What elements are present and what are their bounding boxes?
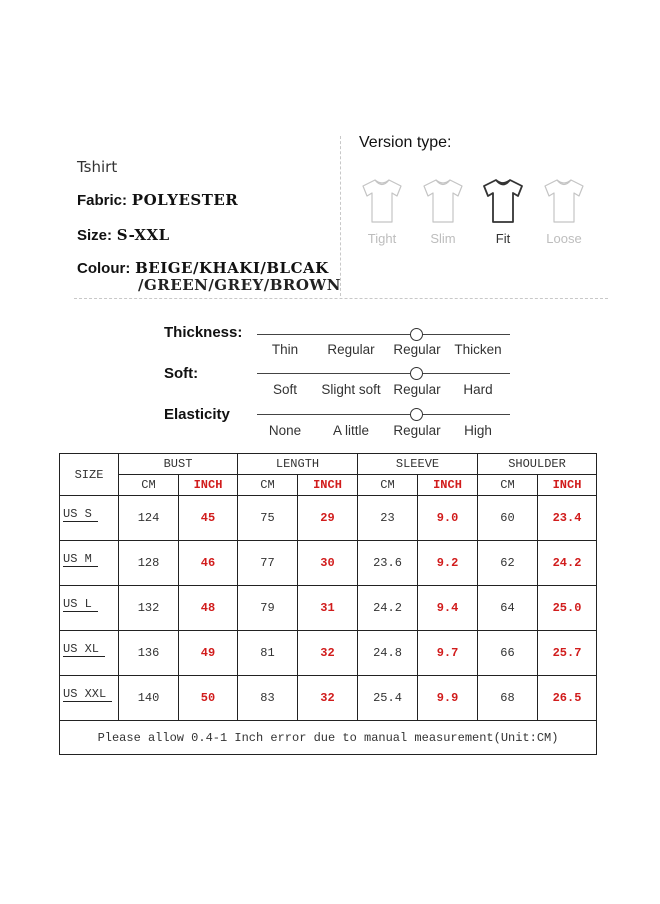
inch-value-cell: 32 bbox=[298, 676, 358, 721]
cm-value-cell: 23.6 bbox=[358, 541, 418, 586]
measurement-note: Please allow 0.4-1 Inch error due to manual measurement(Unit:CM) bbox=[60, 721, 597, 755]
cm-value-cell: 128 bbox=[119, 541, 179, 586]
table-body bbox=[60, 496, 597, 721]
group-header-length: LENGTH bbox=[238, 454, 358, 475]
scale-option-label: Thicken bbox=[454, 342, 502, 357]
cm-value-cell: 124 bbox=[119, 496, 179, 541]
size-cell bbox=[60, 586, 119, 631]
version-option-label: Fit bbox=[495, 231, 511, 246]
size-cell bbox=[60, 496, 119, 541]
version-option-fit bbox=[477, 177, 529, 246]
fabric-row bbox=[77, 191, 238, 209]
version-type-title: Version type: bbox=[359, 134, 452, 151]
cm-value-cell: 60 bbox=[478, 496, 538, 541]
scale-option-label: Slight soft bbox=[321, 382, 381, 397]
group-header-shoulder: SHOULDER bbox=[478, 454, 597, 475]
scale-indicator bbox=[410, 328, 423, 341]
version-option-label: Tight bbox=[367, 231, 397, 246]
inch-value-cell: 31 bbox=[298, 586, 358, 631]
unit-cm-header: CM bbox=[478, 475, 538, 496]
size-cell bbox=[60, 541, 119, 586]
scale-option-label: Regular bbox=[393, 342, 441, 357]
scale-track bbox=[257, 414, 510, 415]
inch-value-cell: 23.4 bbox=[538, 496, 597, 541]
cm-value-cell: 66 bbox=[478, 631, 538, 676]
unit-cm-header: CM bbox=[119, 475, 179, 496]
inch-value-cell: 46 bbox=[179, 541, 238, 586]
table-header-units bbox=[60, 475, 597, 496]
unit-cm-header: CM bbox=[358, 475, 418, 496]
scale-option-label: None bbox=[268, 423, 302, 438]
colour-value-line1: BEIGE/KHAKI/BLCAK bbox=[135, 259, 329, 277]
version-option-tight bbox=[356, 177, 408, 246]
cm-value-cell: 132 bbox=[119, 586, 179, 631]
scale-indicator bbox=[410, 367, 423, 380]
colour-value-line2: /GREEN/GREY/BROWN bbox=[138, 276, 341, 294]
inch-value-cell: 32 bbox=[298, 631, 358, 676]
inch-value-cell: 45 bbox=[179, 496, 238, 541]
inch-value-cell: 9.9 bbox=[418, 676, 478, 721]
inch-value-cell: 26.5 bbox=[538, 676, 597, 721]
vertical-divider bbox=[340, 136, 341, 296]
cm-value-cell: 75 bbox=[238, 496, 298, 541]
version-option-loose bbox=[538, 177, 590, 246]
inch-value-cell: 49 bbox=[179, 631, 238, 676]
size-value: US XXL bbox=[63, 687, 112, 702]
cm-value-cell: 79 bbox=[238, 586, 298, 631]
scale-option-label: Hard bbox=[463, 382, 493, 397]
size-value: US S bbox=[63, 507, 98, 522]
product-type: Tshirt bbox=[77, 158, 118, 176]
cm-value-cell: 25.4 bbox=[358, 676, 418, 721]
cm-value-cell: 83 bbox=[238, 676, 298, 721]
scale-track bbox=[257, 334, 510, 335]
cm-value-cell: 24.8 bbox=[358, 631, 418, 676]
fabric-label: Fabric: bbox=[77, 192, 128, 209]
table-row bbox=[60, 676, 597, 721]
scale-option-label: Regular bbox=[327, 342, 375, 357]
version-option-slim bbox=[417, 177, 469, 246]
tshirt-icon bbox=[420, 177, 466, 225]
tshirt-icon bbox=[480, 177, 526, 225]
unit-inch-header: INCH bbox=[179, 475, 238, 496]
table-note-row bbox=[60, 721, 597, 755]
cm-value-cell: 77 bbox=[238, 541, 298, 586]
scale-title: Thickness: bbox=[164, 324, 243, 341]
cm-value-cell: 136 bbox=[119, 631, 179, 676]
size-value: US M bbox=[63, 552, 98, 567]
scale-title: Elasticity bbox=[164, 406, 230, 423]
scale-track bbox=[257, 373, 510, 374]
tshirt-icon bbox=[359, 177, 405, 225]
group-header-bust: BUST bbox=[119, 454, 238, 475]
inch-value-cell: 48 bbox=[179, 586, 238, 631]
size-header: SIZE bbox=[60, 454, 119, 496]
cm-value-cell: 62 bbox=[478, 541, 538, 586]
inch-value-cell: 30 bbox=[298, 541, 358, 586]
scale-option-label: Thin bbox=[271, 342, 299, 357]
inch-value-cell: 50 bbox=[179, 676, 238, 721]
inch-value-cell: 29 bbox=[298, 496, 358, 541]
version-option-label: Loose bbox=[546, 231, 582, 246]
size-value: US L bbox=[63, 597, 98, 612]
unit-inch-header: INCH bbox=[298, 475, 358, 496]
cm-value-cell: 64 bbox=[478, 586, 538, 631]
scale-option-label: A little bbox=[332, 423, 370, 438]
inch-value-cell: 25.0 bbox=[538, 586, 597, 631]
scale-option-label: Soft bbox=[272, 382, 298, 397]
group-header-sleeve: SLEEVE bbox=[358, 454, 478, 475]
scale-option-label: Regular bbox=[393, 423, 441, 438]
colour-label: Colour: bbox=[77, 260, 131, 277]
size-table bbox=[59, 453, 597, 755]
cm-value-cell: 140 bbox=[119, 676, 179, 721]
inch-value-cell: 25.7 bbox=[538, 631, 597, 676]
inch-value-cell: 9.7 bbox=[418, 631, 478, 676]
size-cell bbox=[60, 631, 119, 676]
fabric-value: POLYESTER bbox=[131, 191, 239, 209]
version-option-label: Slim bbox=[430, 231, 456, 246]
size-row bbox=[77, 226, 170, 244]
inch-value-cell: 24.2 bbox=[538, 541, 597, 586]
cm-value-cell: 68 bbox=[478, 676, 538, 721]
unit-cm-header: CM bbox=[238, 475, 298, 496]
table-row bbox=[60, 541, 597, 586]
cm-value-cell: 81 bbox=[238, 631, 298, 676]
cm-value-cell: 23 bbox=[358, 496, 418, 541]
scale-option-label: Regular bbox=[393, 382, 441, 397]
size-value: S-XXL bbox=[116, 226, 170, 244]
inch-value-cell: 9.2 bbox=[418, 541, 478, 586]
scale-option-label: High bbox=[464, 423, 492, 438]
table-header-groups bbox=[60, 454, 597, 475]
table-row bbox=[60, 631, 597, 676]
unit-inch-header: INCH bbox=[538, 475, 597, 496]
tshirt-icon bbox=[541, 177, 587, 225]
cm-value-cell: 24.2 bbox=[358, 586, 418, 631]
inch-value-cell: 9.4 bbox=[418, 586, 478, 631]
size-cell bbox=[60, 676, 119, 721]
unit-inch-header: INCH bbox=[418, 475, 478, 496]
size-label: Size: bbox=[77, 227, 113, 244]
colour-row bbox=[77, 259, 329, 277]
size-value: US XL bbox=[63, 642, 105, 657]
horizontal-divider bbox=[74, 298, 608, 299]
table-row bbox=[60, 496, 597, 541]
table-row bbox=[60, 586, 597, 631]
scale-indicator bbox=[410, 408, 423, 421]
inch-value-cell: 9.0 bbox=[418, 496, 478, 541]
scale-title: Soft: bbox=[164, 365, 199, 382]
